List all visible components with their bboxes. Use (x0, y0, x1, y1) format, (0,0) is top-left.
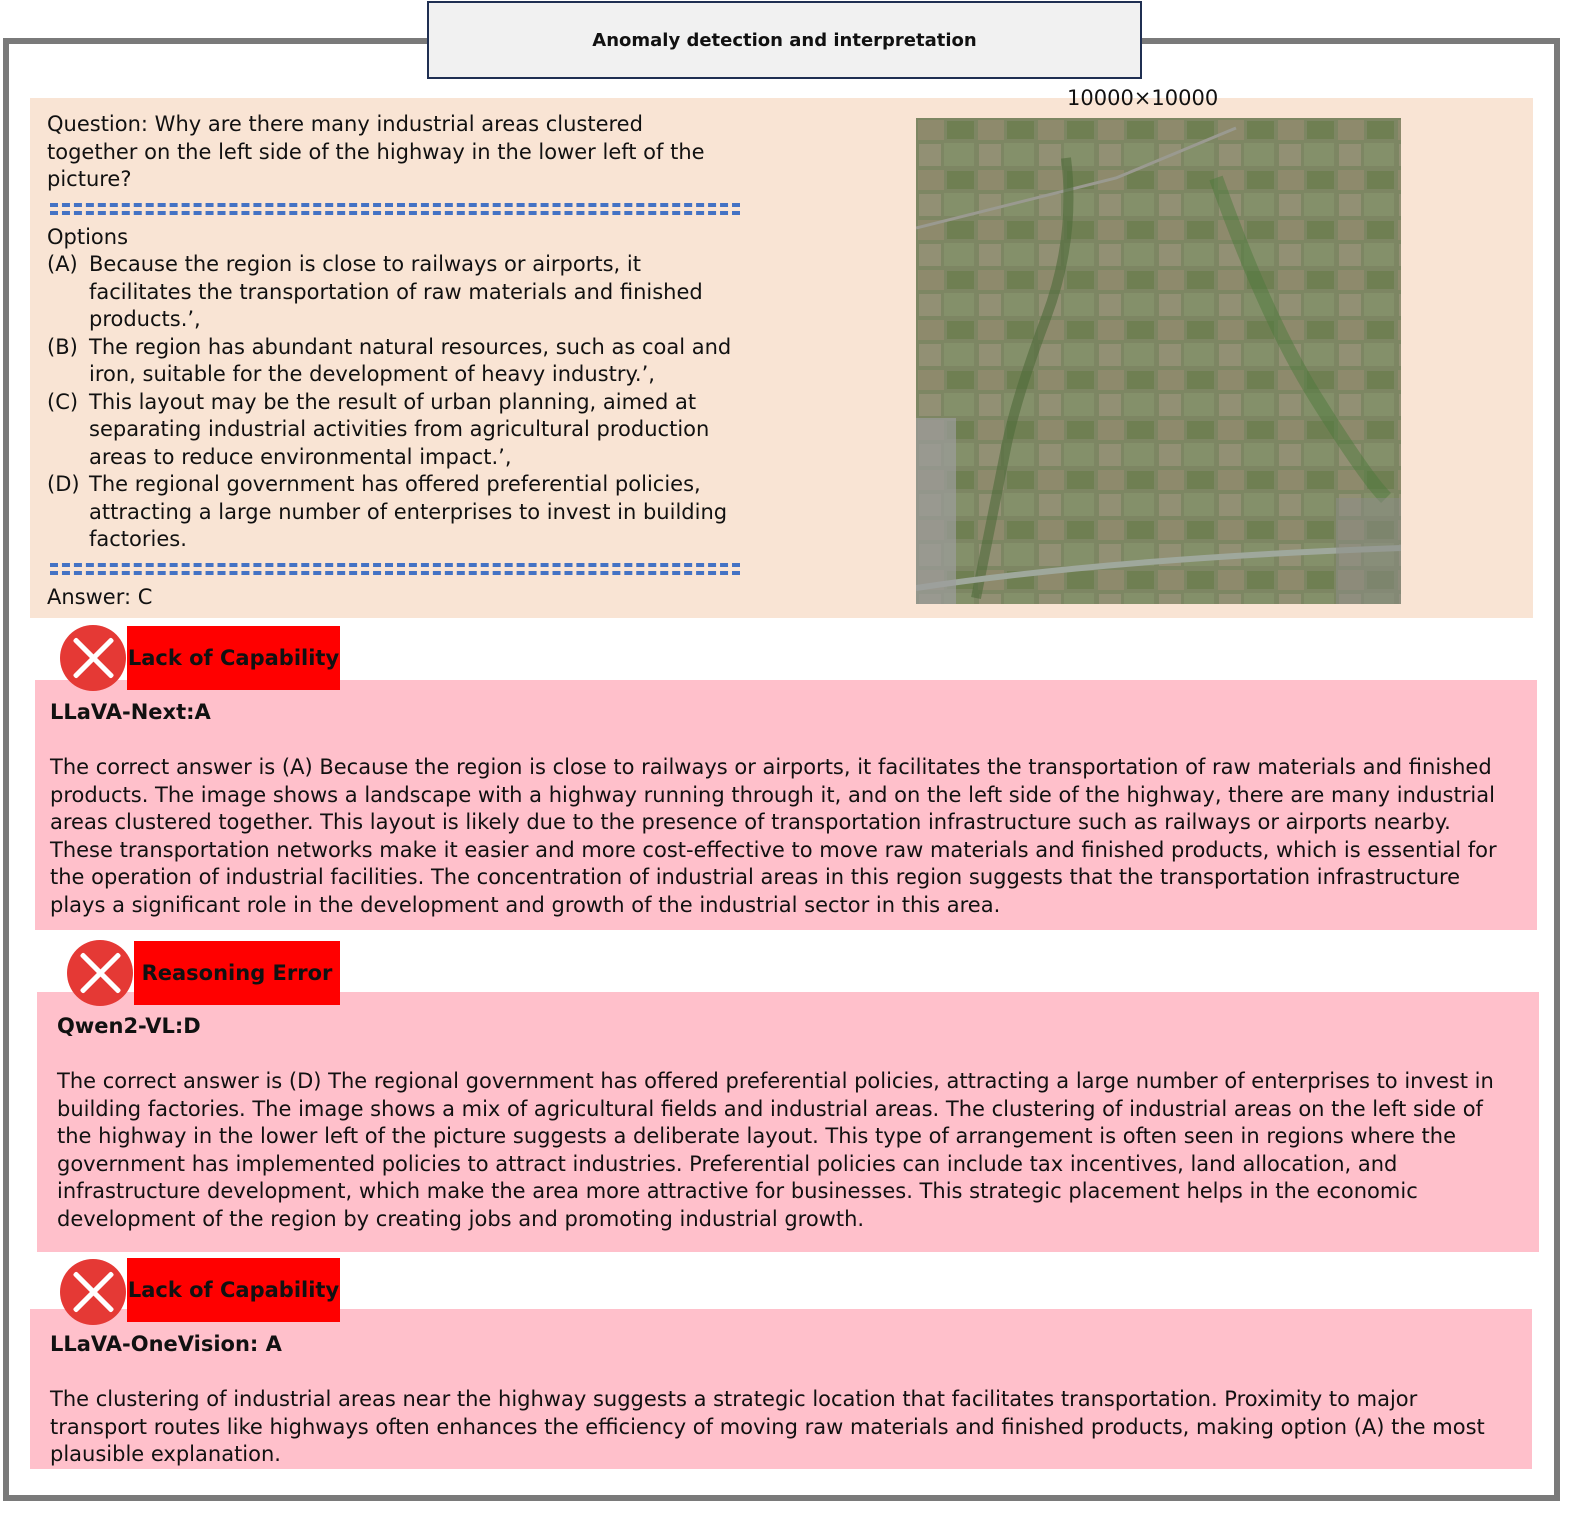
error-badge: Lack of Capability (127, 1258, 340, 1322)
option-b (47, 334, 747, 389)
error-badge: Reasoning Error (134, 941, 340, 1005)
close-icon (67, 940, 133, 1006)
option-key: (A) (47, 252, 78, 276)
option-a (47, 251, 747, 334)
option-text: Because the region is close to railways or airports, it facilitates the transportation of raw materials and finished products.’, (89, 252, 703, 331)
close-icon (60, 625, 126, 691)
option-c (47, 389, 747, 472)
option-d (47, 471, 747, 554)
model-name: LLaVA-Next:A (50, 700, 211, 724)
model-name: Qwen2-VL:D (57, 1014, 201, 1038)
response-text: The clustering of industrial areas near the highway suggests a strategic location that facilitates transportation. Proximity to major transport routes like highways often enhances the efficiency of moving raw materials and finished products, making option (A) the most plausible explanation. (50, 1387, 1485, 1466)
model-name: LLaVA-OneVision: A (50, 1332, 282, 1356)
question-text (47, 111, 747, 611)
question-line: picture? (47, 167, 132, 191)
option-key: (B) (47, 334, 78, 359)
options-label: Options (47, 224, 129, 249)
close-icon (60, 1259, 126, 1325)
dashed-divider (50, 563, 740, 575)
page-title: Anomaly detection and interpretation (427, 1, 1142, 79)
option-text: The regional government has offered preferential policies, attracting a large number of enterprises to invest in building factories. (89, 472, 728, 551)
error-badge: Lack of Capability (127, 626, 340, 690)
dashed-divider (50, 203, 740, 215)
satellite-image (916, 118, 1401, 604)
response-text: The correct answer is (D) The regional government has offered preferential policies, attracting a large number of enterprises to invest in building factories. The image shows a mix of agricultural fields and industrial areas. The clustering of industrial areas on the left side of the highway in the lower left of the picture suggests a deliberate layout. This type of arrangement is often seen in regions where the government has implemented policies to attract industries. Preferential policies can include tax incentives, land allocation, and infrastructure development, which make the area more attractive for businesses. This strategic placement helps in the economic development of the region by creating jobs and promoting industrial growth. (57, 1069, 1494, 1231)
option-text: The region has abundant natural resources, such as coal and iron, suitable for the development of heavy industry.’, (89, 334, 732, 386)
answer-text: Answer: C (47, 584, 153, 609)
option-key: (C) (47, 389, 79, 414)
question-line: Question: Why are there many industrial areas clustered (47, 112, 643, 136)
image-resolution-caption: 10000×10000 (1067, 86, 1219, 110)
question-line: together on the left side of the highway in the lower left of the (47, 139, 705, 164)
response-text: The correct answer is (A) Because the region is close to railways or airports, it facilitates the transportation of raw materials and finished products. The image shows a landscape with a highway running through it, and on the left side of the highway, there are many industrial areas clustered together. This layout is likely due to the presence of transportation infrastructure such as railways or airports nearby. These transportation networks make it easier and more cost-effective to move raw materials and finished products, which is essential for the operation of industrial facilities. The concentration of industrial areas in this region suggests that the transportation infrastructure plays a significant role in the development and growth of the industrial sector in this area. (50, 755, 1497, 917)
option-key: (D) (47, 472, 80, 496)
satellite-image-graphic (916, 118, 1401, 604)
option-text: This layout may be the result of urban planning, aimed at separating industrial activities from agricultural production areas to reduce environmental impact.’, (89, 389, 710, 469)
